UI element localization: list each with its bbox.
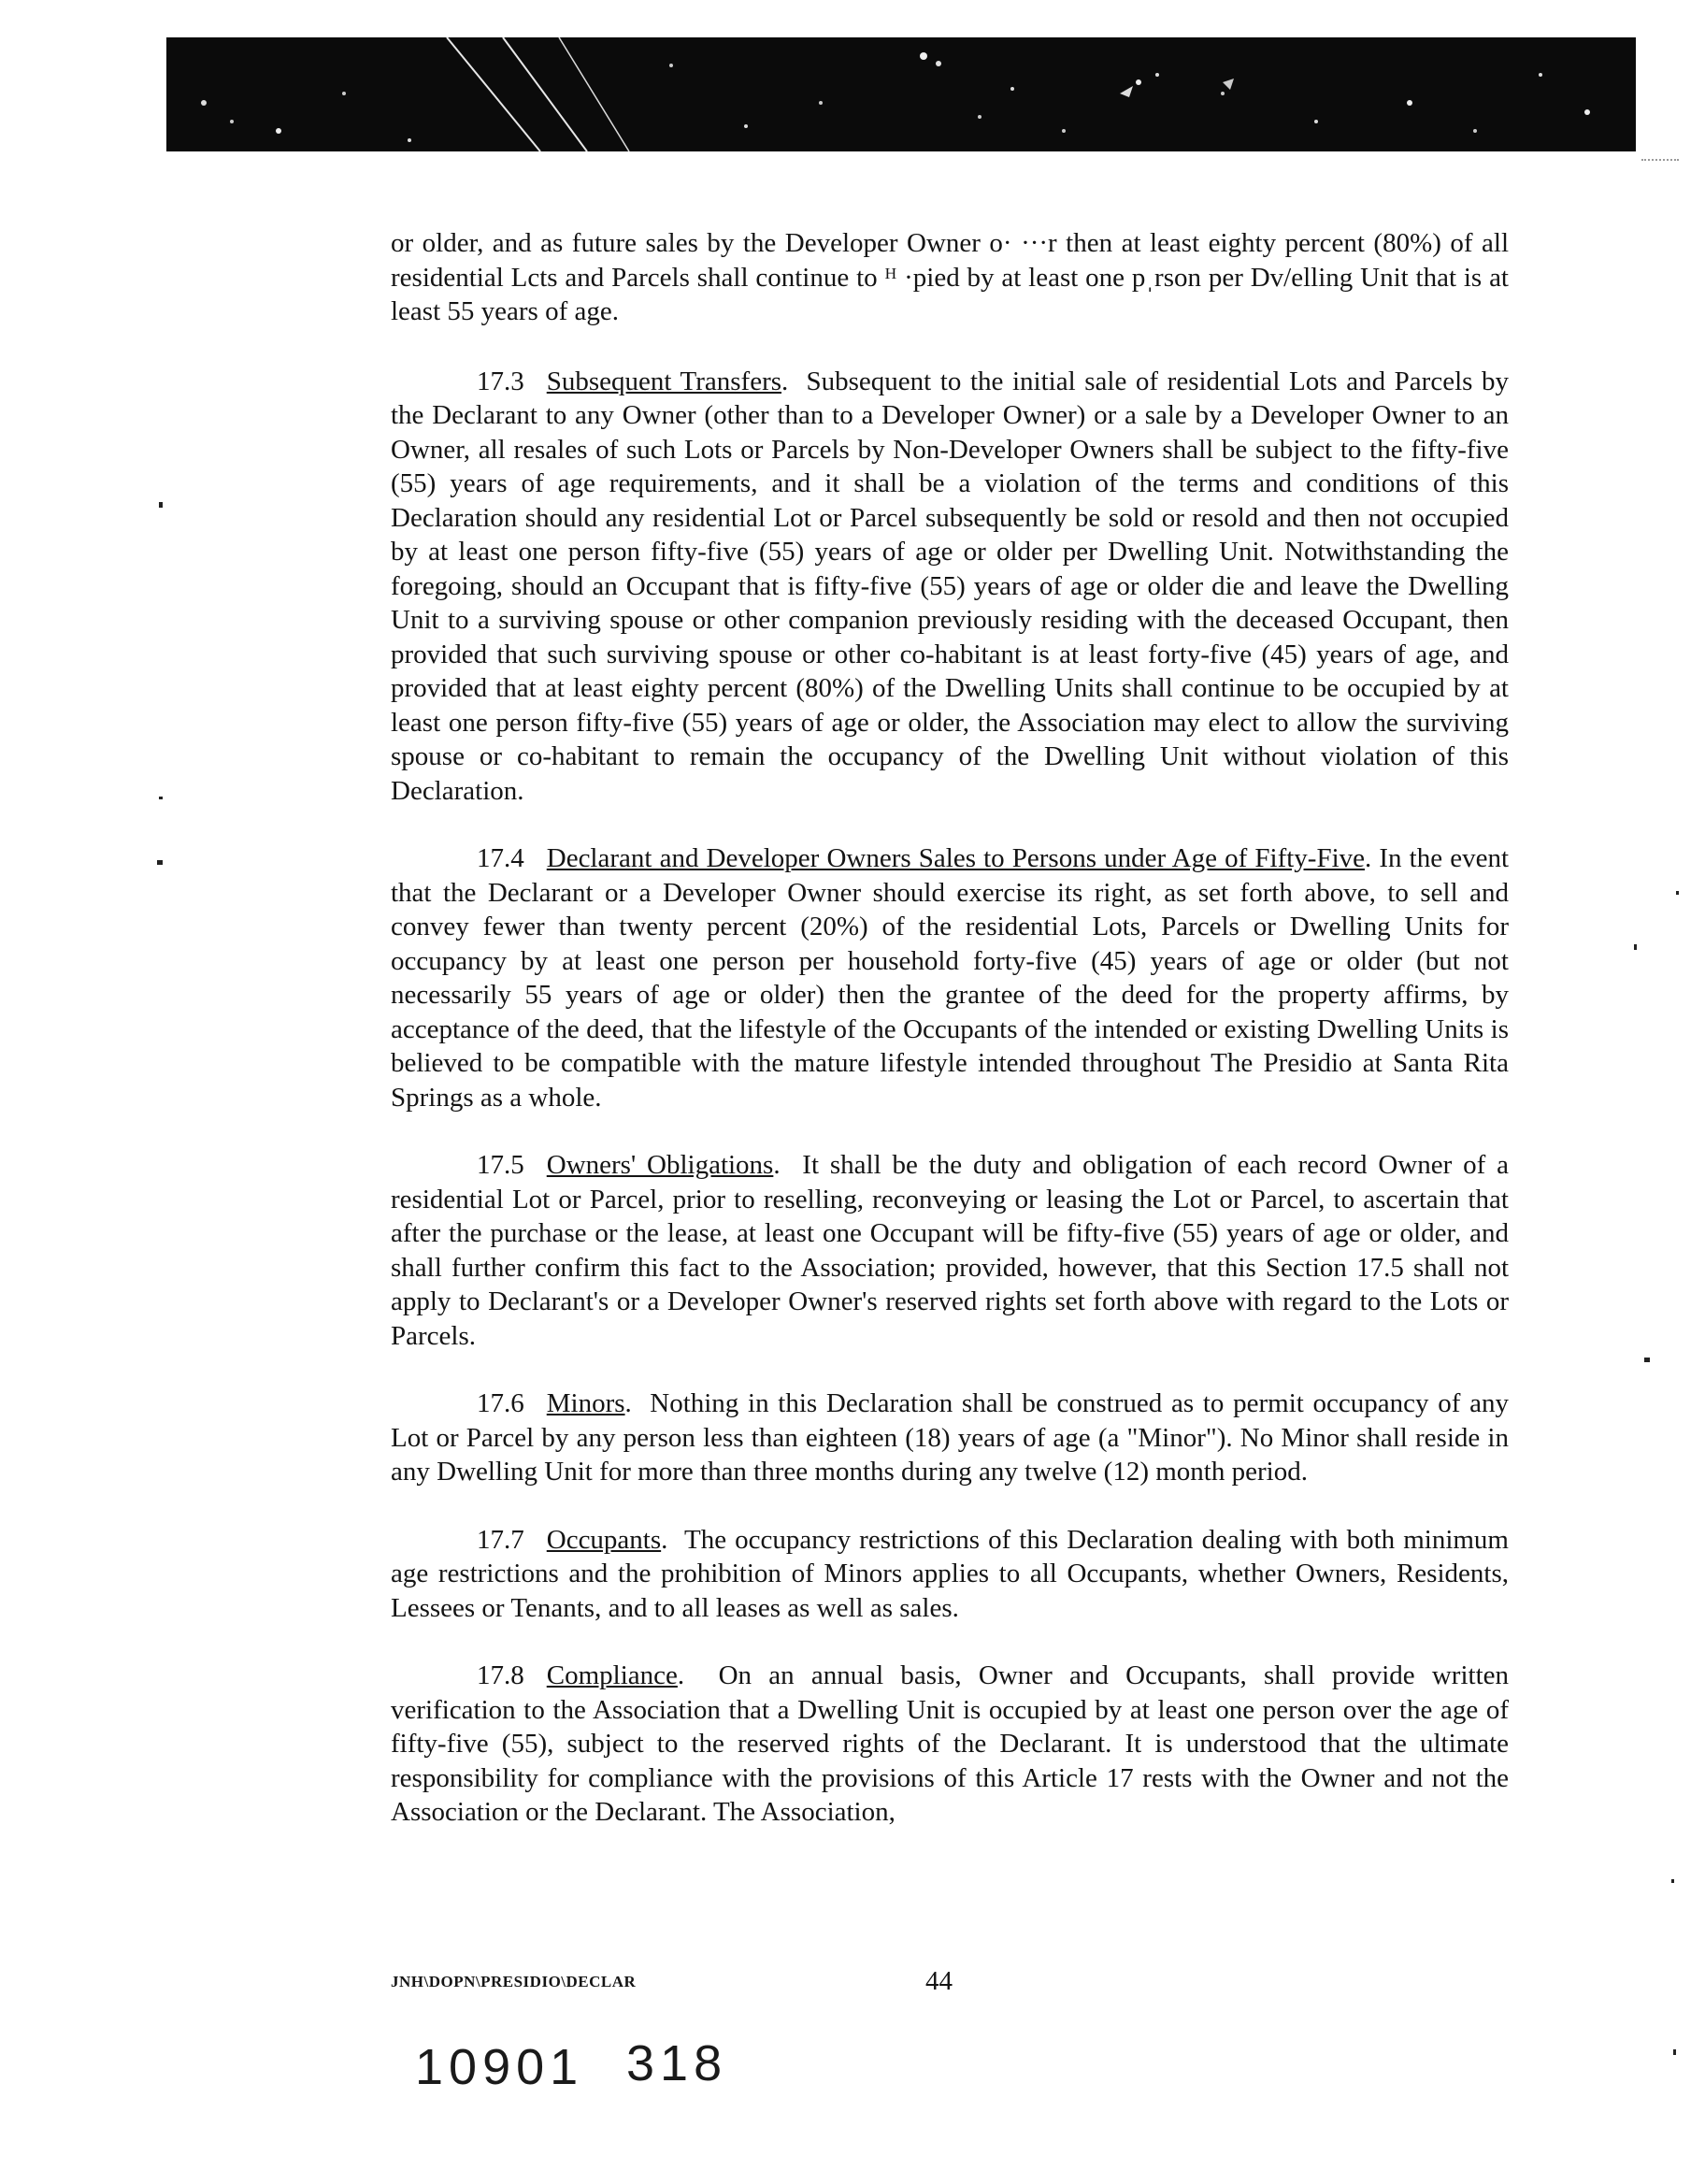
recording-page-number: 318 [626, 2035, 728, 2091]
section-text: On an annual basis, Owner and Occupants, shall provide written verification to the Association that a Dwelling Unit is occupied by at least one person over the age of fifty-five (55), subject to the reserved rights of the Declarant. It is understood that the ultimate responsibility for compliance with the provisions of this Article 17 rests with the Owner and not the Association or the Declarant. The Association, [391, 1660, 1509, 1827]
section-text: Nothing in this Declaration shall be construed as to permit occupancy of any Lot or Parcel by any person less than eighteen (18) years of age (a "Minor"). No Minor shall reside in any Dwelling Unit for more than three months during any twelve (12) month period. [391, 1388, 1510, 1487]
section-number: 17.6 [477, 1388, 524, 1418]
scan-speck [1644, 1358, 1650, 1362]
section-text: It shall be the duty and obligation of each record Owner of a residential Lot or Parcel, prior to reselling, reconveying or leasing the Lot or Parcel, to ascertain that after the purchase or the lease, at least one Occupant will be fifty-five (55) years of age or older, and shall further confirm this fact to the Association; provided, however, that this Section 17.5 shall not apply to Declarant's or a Developer Owner's reserved rights set forth above with regard to the Lots or Parcels. [391, 1150, 1509, 1351]
section-text: Subsequent to the initial sale of residential Lots and Parcels by the Declarant to any Owner (other than to a Developer Owner) or a sale by a Developer Owner to an Owner, all resales of such Lots or Parcels by Non-Developer Owners shall be subject to the fifty-five (55) years of age requirements, and it shall be a violation of the terms and conditions of this Declaration should any residential Lot or Parcel subsequently be sold or resold and then not occupied by at least one person fifty-five (55) years of age or older per Dwelling Unit. Notwithstanding the foregoing, should an Occupant that is fifty-five (55) years of age or older die and leave the Dwelling Unit to a surviving spouse or other companion previously residing with the deceased Occupant, then provided that such surviving spouse or other co-habitant is at least forty-five (45) years of age, and provided that at least eighty percent (80%) of the Dwelling Units shall continue to be occupied by at least one person fifty-five (55) years of age or older, the Association may elect to allow the surviving spouse or co-habitant to remain the occupancy of the Dwelling Unit without violation of this Declaration. [391, 366, 1510, 806]
section-title: Owners' Obligations [546, 1150, 774, 1180]
footer-file-reference: JNH\DOPN\PRESIDIO\DECLAR [391, 1973, 637, 1990]
document-body [391, 226, 1509, 1863]
section-17-5: 17.5 Owners' Obligations. It shall be the duty and obligation of each record Owner of a residential Lot or Parcel, prior to reselling, reconveying or leasing the Lot or Parcel, to ascertain that after the purchase or the lease, at least one Occupant will be fifty-five (55) years of age or older, and shall further confirm this fact to the Association; provided, however, that this Section 17.5 shall not apply to Declarant's or a Developer Owner's reserved rights set forth above with regard to the Lots or Parcels. [391, 1150, 1509, 1351]
section-number: 17.7 [477, 1524, 524, 1555]
section-title: Compliance [546, 1660, 678, 1690]
section-text: In the event that the Declarant or a Developer Owner should exercise its right, as set forth above, to sell and convey fewer than twenty percent (20%) of the residential Lots, Parcels or Dwelling Units for occupancy by at least one person per household forty-five (45) years of age or older (but not necessarily 55 years of age or older) then the grantee of the deed for the property affirms, by acceptance of the deed, that the lifestyle of the Occupants of the intended or existing Dwelling Units is believed to be compatible with the mature lifestyle intended throughout The Presidio at Santa Rita Springs as a whole. [391, 843, 1509, 1113]
recording-book-number: 10901 [415, 2039, 584, 2095]
scan-edge-mark [1641, 159, 1679, 161]
scan-speck [159, 797, 163, 799]
section-17-6: 17.6 Minors. Nothing in this Declaration shall be construed as to permit occupancy of any Lot or Parcel by any person less than eighteen (18) years of age (a "Minor"). No Minor shall reside in any Dwelling Unit for more than three months during any twelve (12) month period. [391, 1388, 1510, 1487]
section-title: Declarant and Developer Owners Sales to Persons under Age of Fifty-Five [546, 843, 1365, 873]
section-number: 17.3 [477, 366, 524, 396]
section-title: Minors [546, 1388, 625, 1418]
section-17-4: 17.4 Declarant and Developer Owners Sales to Persons under Age of Fifty-Five. In the event that the Declarant or a Developer Owner should exercise its right, as set forth above, to sell and convey fewer than twenty percent (20%) of the residential Lots, Parcels or Dwelling Units for occupancy by at least one person per household forty-five (45) years of age or older (but not necessarily 55 years of age or older) then the grantee of the deed for the property affirms, by acceptance of the deed, that the lifestyle of the Occupants of the intended or existing Dwelling Units is believed to be compatible with the mature lifestyle intended throughout The Presidio at Santa Rita Springs as a whole. [391, 843, 1509, 1113]
scan-speck [159, 502, 163, 508]
scan-header-bar [166, 37, 1636, 151]
section-title: Subsequent Transfers [546, 366, 782, 396]
section-17-8: 17.8 Compliance. On an annual basis, Owner and Occupants, shall provide written verification to the Association that a Dwelling Unit is occupied by at least one person over the age of fifty-five (55), subject to the reserved rights of the Declarant. It is understood that the ultimate responsibility for compliance with the provisions of this Article 17 rests with the Owner and not the Association or the Declarant. The Association, [391, 1660, 1509, 1827]
section-text: The occupancy restrictions of this Declaration dealing with both minimum age restrictions and the prohibition of Minors applies to all Occupants, whether Owners, Residents, Lessees or Tenants, and to all leases as well as sales. [391, 1524, 1509, 1623]
scan-speck [157, 860, 163, 865]
scan-speck [1634, 944, 1637, 950]
scan-speck [1673, 2049, 1676, 2055]
section-17-7: 17.7 Occupants. The occupancy restrictions of this Declaration dealing with both minimum age restrictions and the prohibition of Minors applies to all Occupants, whether Owners, Residents, Lessees or Tenants, and to all leases as well as sales. [391, 1524, 1509, 1623]
section-17-3: 17.3 Subsequent Transfers. Subsequent to the initial sale of residential Lots and Parcels by the Declarant to any Owner (other than to a Developer Owner) or a sale by a Developer Owner to an Owner, all resales of such Lots or Parcels by Non-Developer Owners shall be subject to the fifty-five (55) years of age requirements, and it shall be a violation of the terms and conditions of this Declaration should any residential Lot or Parcel subsequently be sold or resold and then not occupied by at least one person fifty-five (55) years of age or older per Dwelling Unit. Notwithstanding the foregoing, should an Occupant that is fifty-five (55) years of age or older die and leave the Dwelling Unit to a surviving spouse or other companion previously residing with the deceased Occupant, then provided that such surviving spouse or other co-habitant is at least forty-five (45) years of age, and provided that at least eighty percent (80%) of the Dwelling Units shall continue to be occupied by at least one person fifty-five (55) years of age or older, the Association may elect to allow the surviving spouse or co-habitant to remain the occupancy of the Dwelling Unit without violation of this Declaration. [391, 366, 1510, 806]
section-number: 17.5 [477, 1150, 524, 1180]
section-number: 17.4 [477, 843, 524, 873]
section-number: 17.8 [477, 1660, 524, 1690]
scan-speck [1671, 1879, 1674, 1883]
continuation-paragraph: or older, and as future sales by the Developer Owner o· ···r then at least eighty percent (80%) of all residential Lcts and Parcels shall continue to ᴴ ·pied by at least one pˌrson per Dv/elling Unit that is at least 55 years of age. [391, 228, 1509, 326]
scan-noise-graphic [166, 37, 1636, 151]
page-number: 44 [925, 1966, 953, 1996]
scan-speck [1676, 891, 1679, 895]
section-title: Occupants [546, 1524, 662, 1555]
